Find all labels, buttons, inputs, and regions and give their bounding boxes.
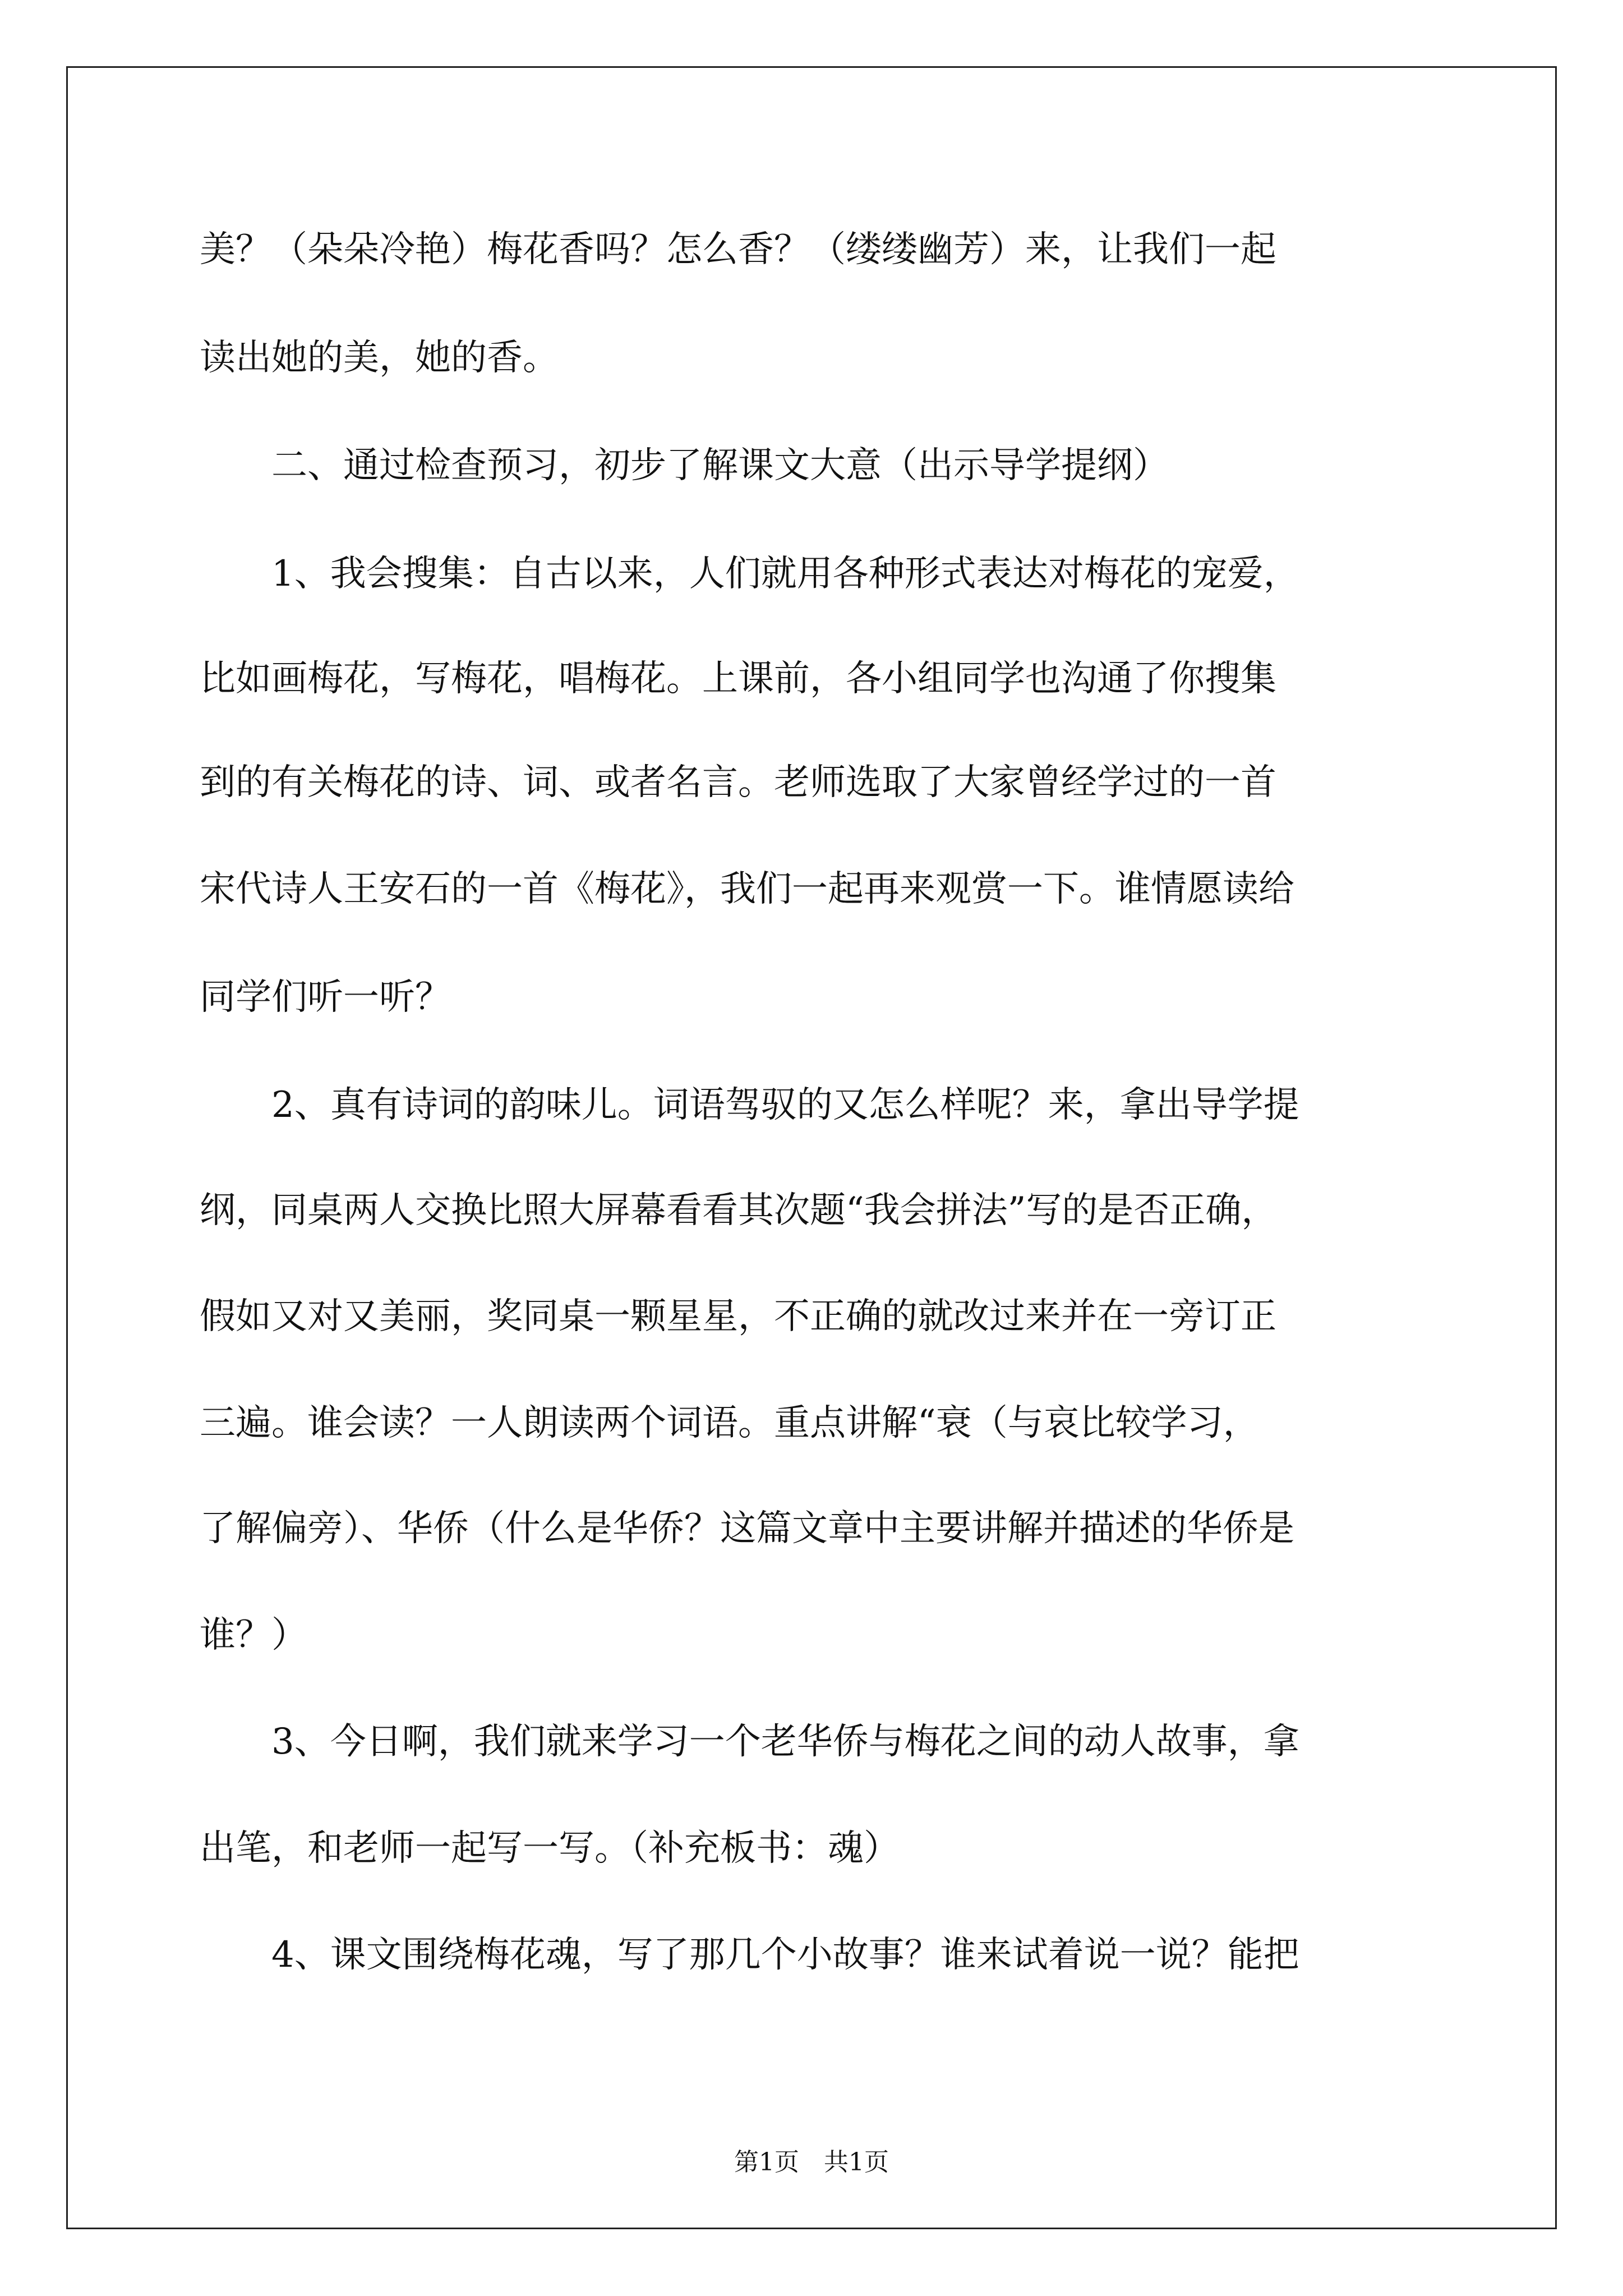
text-line: 宋代诗人王安石的一首《梅花》，我们一起再来观赏一下。谁情愿读给 [200, 868, 1294, 910]
text-line: 1、我会搜集：自古以来，人们就用各种形式表达对梅花的宠爱， [200, 553, 1299, 595]
text-line: 二、通过检查预习，初步了解课文大意（出示导学提纲） [200, 445, 1169, 486]
text-line: 美？（朵朵冷艳）梅花香吗？怎么香？（缕缕幽芳）来，让我们一起 [200, 229, 1276, 270]
text-line: 2、真有诗词的韵味儿。词语驾驭的又怎么样呢？来，拿出导学提 [200, 1084, 1299, 1126]
text-line: 3、今日啊，我们就来学习一个老华侨与梅花之间的动人故事，拿 [200, 1721, 1299, 1763]
text-line: 比如画梅花，写梅花，唱梅花。上课前，各小组同学也沟通了你搜集 [200, 658, 1276, 700]
page-border [66, 66, 1557, 2229]
text-line: 4、课文围绕梅花魂，写了那几个小故事？谁来试着说一说？能把 [200, 1934, 1299, 1976]
text-line: 同学们听一听？ [200, 977, 451, 1018]
text-line: 读出她的美，她的香。 [200, 337, 559, 379]
text-line: 出笔，和老师一起写一写。（补充板书：魂） [200, 1828, 900, 1869]
text-line: 假如又对又美丽，奖同桌一颗星星，不正确的就改过来并在一旁订正 [200, 1296, 1276, 1337]
text-line: 了解偏旁）、华侨（什么是华侨？这篇文章中主要讲解并描述的华侨是 [200, 1508, 1294, 1549]
text-line: 纲，同桌两人交换比照大屏幕看看其次题“我会拼法”写的是否正确， [200, 1190, 1278, 1231]
text-line: 三遍。谁会读？一人朗读两个词语。重点讲解“衰（与哀比较学习， [200, 1402, 1259, 1444]
text-line: 到的有关梅花的诗、词、或者名言。老师选取了大家曾经学过的一首 [200, 762, 1276, 803]
text-line: 谁？） [200, 1614, 307, 1656]
page-number-footer: 第1页 共1页 [734, 2148, 889, 2177]
